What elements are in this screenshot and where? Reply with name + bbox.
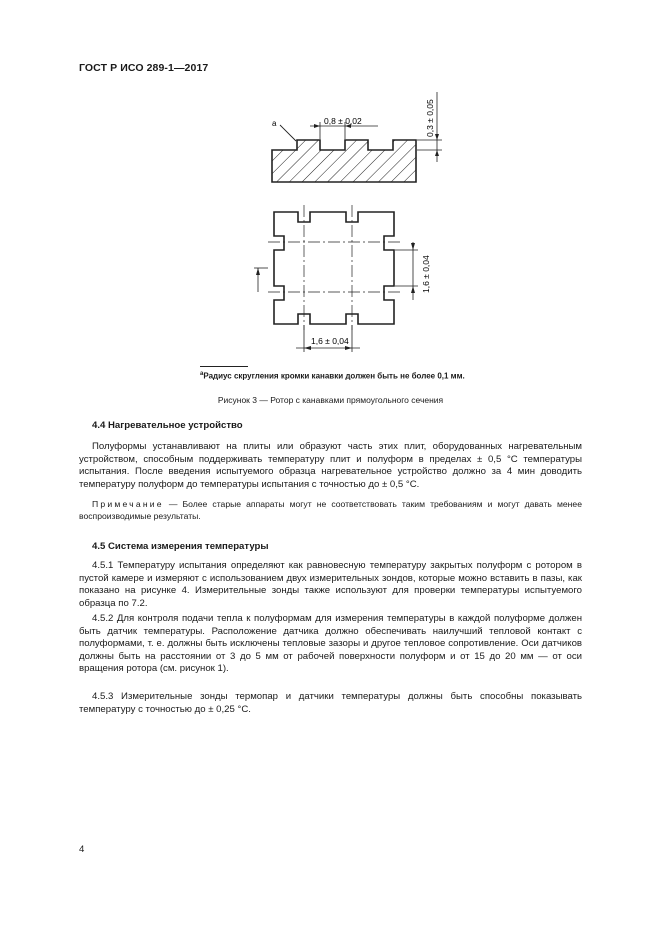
footnote-text: Радиус скругления кромки канавки должен быть не более 0,1 мм. xyxy=(203,371,465,381)
dim-horizontal: 1,6 ± 0,04 xyxy=(311,336,349,346)
label-a: a xyxy=(272,119,277,128)
figure-footnote xyxy=(200,371,465,381)
document-header: ГОСТ Р ИСО 289-1—2017 xyxy=(79,62,209,74)
figure-caption: Рисунок 3 — Ротор с канавками прямоугольного сечения xyxy=(217,395,444,405)
footnote-rule xyxy=(200,366,248,367)
note-text: — Более старые аппараты могут не соответствовать таким требованиям и могут давать менее воспроизводимые результаты. xyxy=(79,499,582,521)
dim-width-top: 0,8 ± 0,02 xyxy=(324,116,362,126)
dim-vertical: 1,6 ± 0,04 xyxy=(421,255,431,293)
section-4-5-1-paragraph: 4.5.1 Температуру испытания определяют как равновесную температуру закрытых полуформ с ротором в пустой камере и измеряют с использованием двух измерительных зондов, которые можно вставить в пазы, как показано на рисунке 4. Измерительные зонды также используют для проверки температуры испытуемого образца по 7.2. xyxy=(79,560,582,609)
section-4-5-2-paragraph: 4.5.2 Для контроля подачи тепла к полуформам для измерения температуры в каждой полуформе должен быть датчик температуры. Расположение датчика должно обеспечивать наилучший тепловой контакт с полуформами, т. е. должны быть исключены тепловые зазоры и другое тепловое сопротивление. Оси датчиков должны быть на расстоянии от 3 до 5 мм от рабочей поверхности полуформ и от 15 до 20 мм — от оси вращения ротора (см. рисунок 1). xyxy=(79,613,582,674)
page-number: 4 xyxy=(79,844,85,855)
section-4-4-note xyxy=(79,498,582,522)
plan-view xyxy=(254,205,418,352)
section-4-5-heading: 4.5 Система измерения температуры xyxy=(92,541,269,552)
section-4-4-heading: 4.4 Нагревательное устройство xyxy=(92,420,243,431)
footnote-marker: a xyxy=(200,371,204,377)
section-4-5-3-paragraph: 4.5.3 Измерительные зонды термопар и датчики температуры должны быть способны показывать температуру с точностью до ± 0,25 °С. xyxy=(79,691,582,715)
note-label: Примечание xyxy=(92,499,164,509)
section-4-4-paragraph: Полуформы устанавливают на плиты или образуют часть этих плит, оборудованных нагревательным устройством, способным поддерживать температуру плит и полуформ в пределах ± 0,5 °С температуры испытания. После введения испытуемого образца нагревательное устройство должно за 4 мин доводить температуру полуформ до температуры испытания с точностью до ± 0,5 °С. xyxy=(79,441,582,490)
rotor-figure xyxy=(0,0,661,400)
cross-section-view xyxy=(272,92,442,182)
dim-depth: 0,3 ± 0,05 xyxy=(425,99,435,137)
